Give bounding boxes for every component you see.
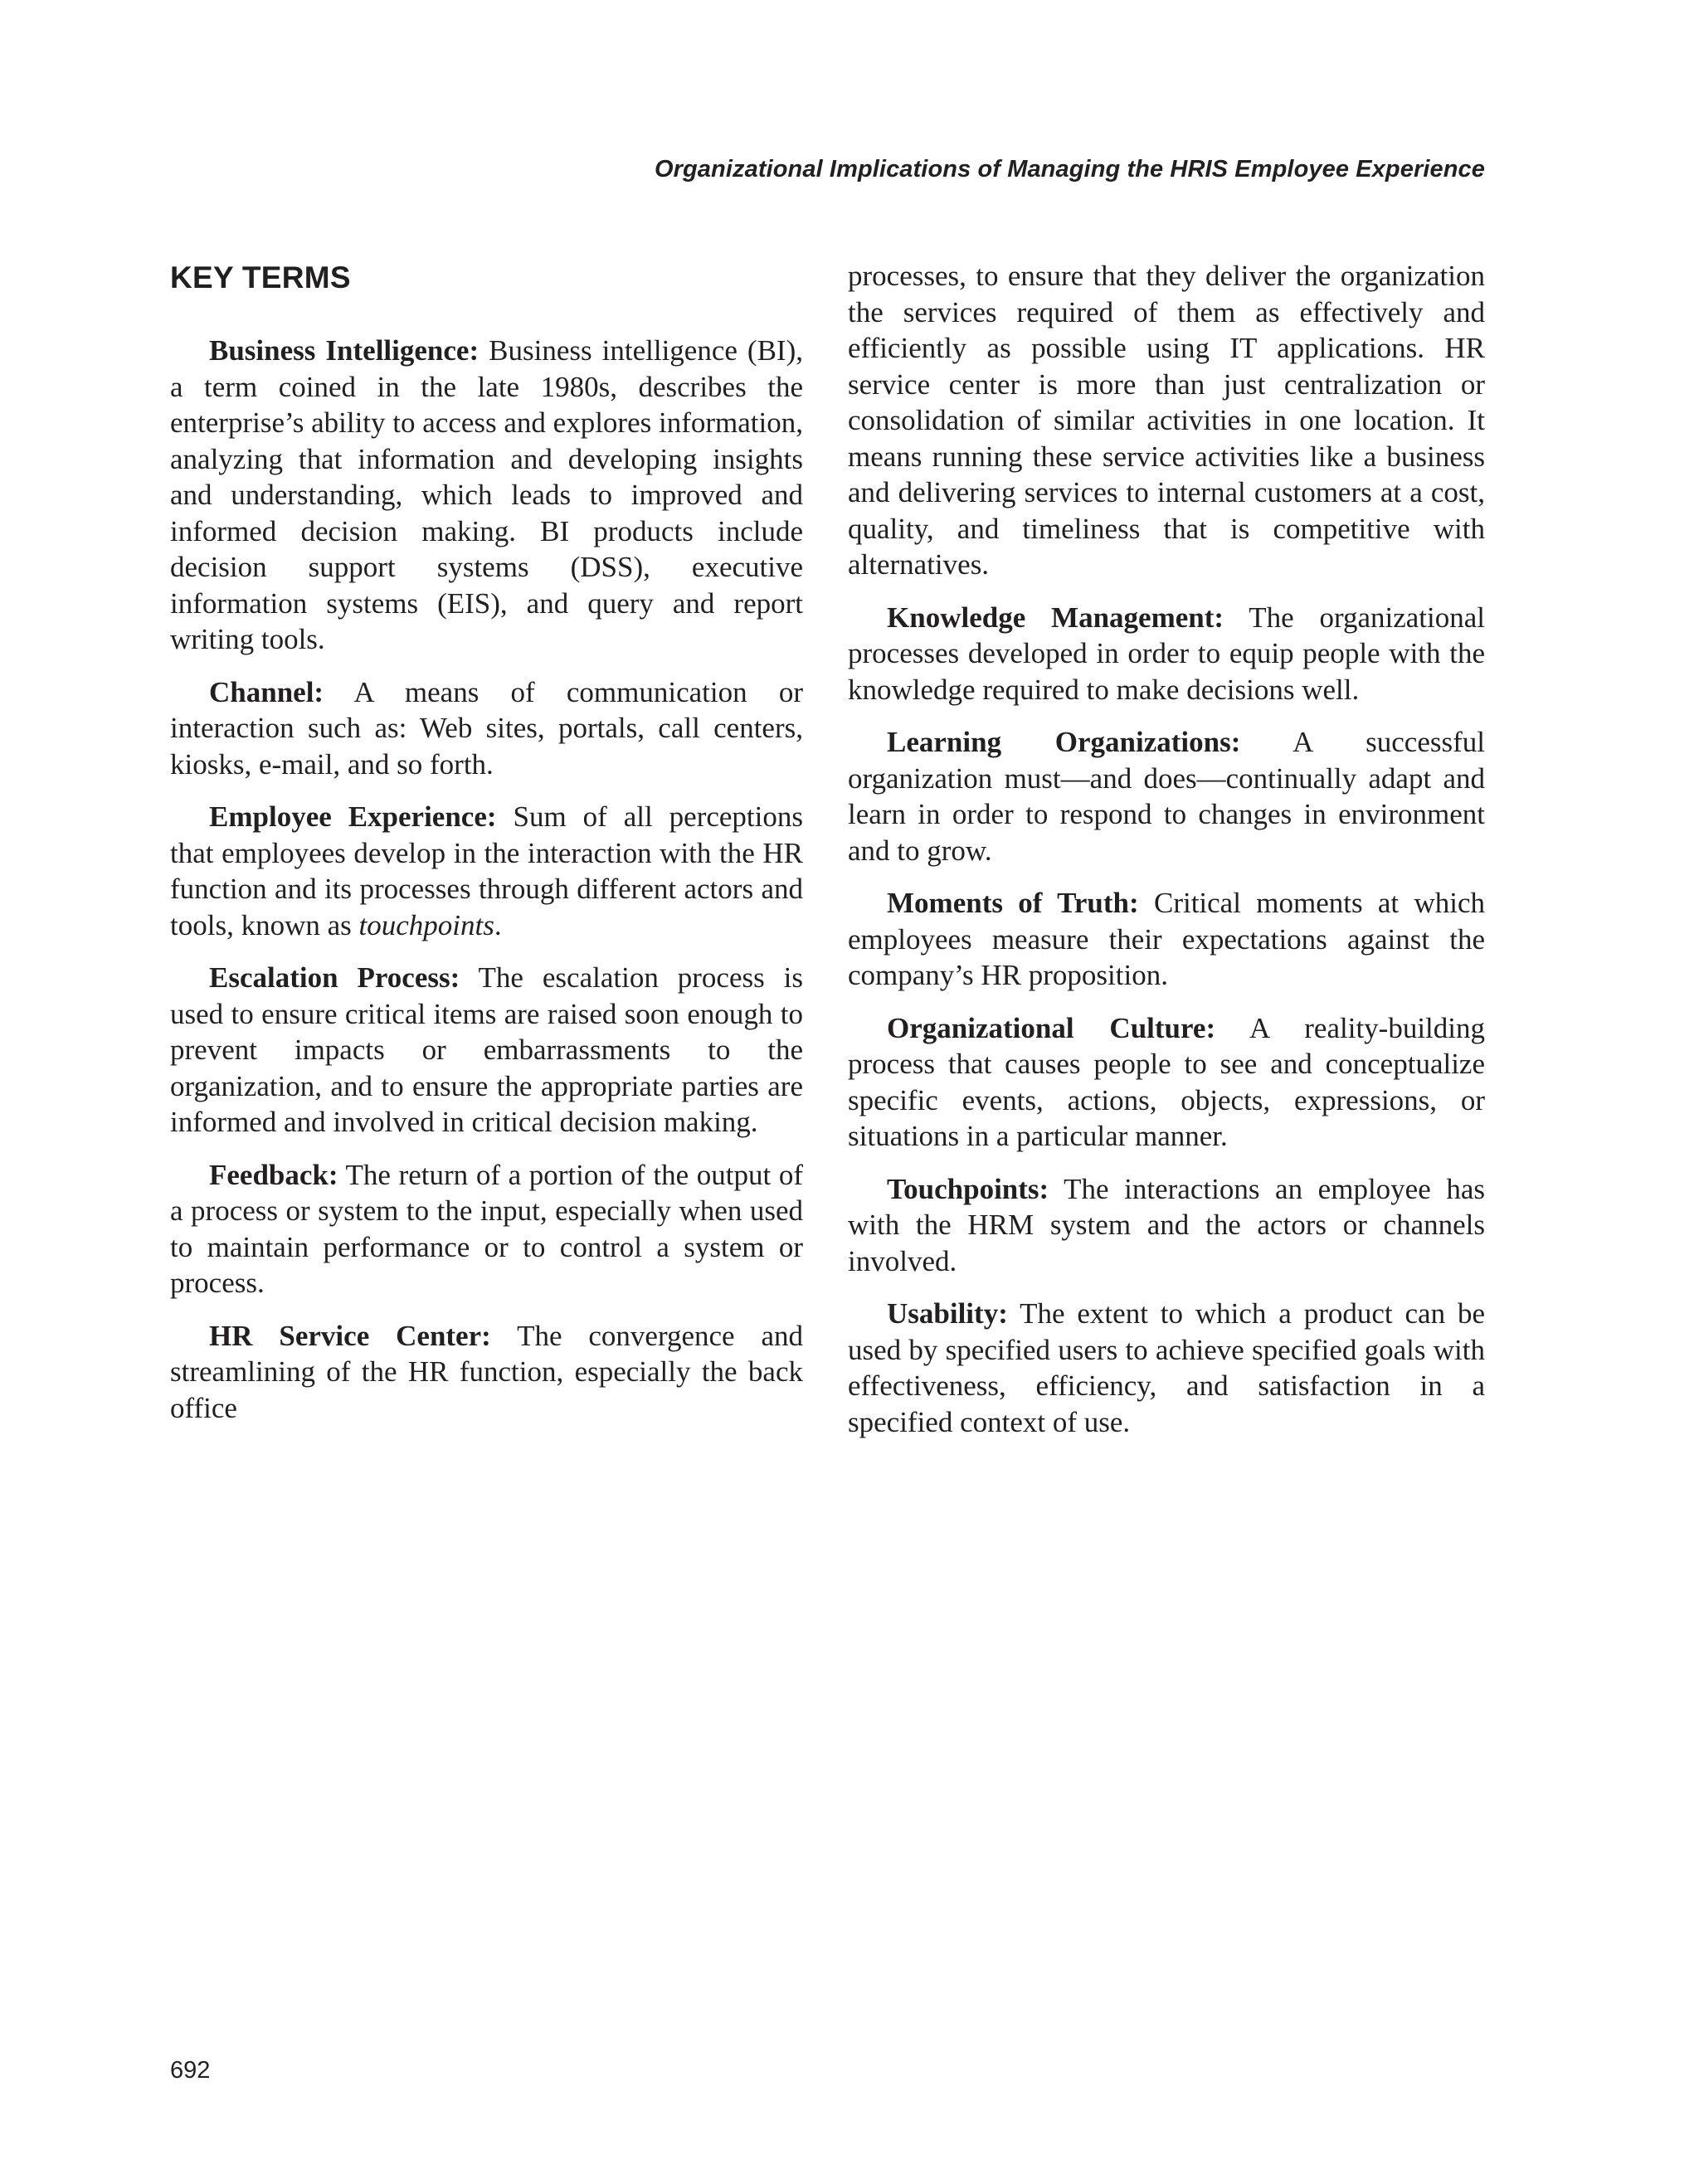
page-number: 692 xyxy=(170,2057,211,2084)
glossary-entry-organizational-culture xyxy=(848,1010,1485,1155)
left-column xyxy=(170,258,803,1442)
glossary-definition: Sum of all perceptions that employees develop in the interaction with the HR function and its processes through different actors and tools, known as xyxy=(170,800,804,941)
glossary-entry-usability xyxy=(848,1296,1485,1440)
glossary-term: Touchpoints: xyxy=(887,1172,1049,1205)
glossary-definition: The interactions an employee has with the HRM system and the actors or channels involved. xyxy=(848,1172,1485,1277)
right-column xyxy=(848,258,1485,1457)
running-header-title: Organizational Implications of Managing the HRIS Employee Experience xyxy=(654,156,1485,182)
glossary-term: Escalation Process: xyxy=(209,961,460,994)
glossary-definition: The organizational processes developed in order to equip people with the knowledge required to make decisions well. xyxy=(848,601,1486,706)
glossary-entry-employee-experience xyxy=(170,799,803,943)
glossary-entry-escalation-process xyxy=(170,960,803,1141)
glossary-definition: The escalation process is used to ensure critical items are raised soon enough to prevent impacts or embarrassments to the organization, and to ensure the appropriate parties are informed and involved in critical decision making. xyxy=(170,961,803,1138)
glossary-definition: Business intelligence (BI), a term coined in the late 1980s, describes the enterprise’s ability to access and explores information, analyzing that information and developing insights and understanding, which leads to improved and informed decision making. BI products include decision support systems (DSS), executive information systems (EIS), and query and report writing tools. xyxy=(170,334,803,655)
glossary-entry-moments-of-truth xyxy=(848,885,1485,994)
glossary-term: Knowledge Management: xyxy=(887,601,1224,634)
glossary-term: Channel: xyxy=(209,675,324,708)
glossary-definition: Critical moments at which employees measure their expectations against the company’s HR proposition. xyxy=(848,887,1486,991)
glossary-entry-learning-organizations xyxy=(848,724,1485,868)
glossary-entry-business-intelligence xyxy=(170,333,803,658)
glossary-definition: A reality-building process that causes people to see and conceptualize specific events, actions, objects, expressions, or situations in a particular manner. xyxy=(848,1011,1485,1152)
glossary-entry-touchpoints xyxy=(848,1171,1485,1280)
glossary-term: Employee Experience: xyxy=(209,800,497,833)
glossary-term: Feedback: xyxy=(209,1158,338,1191)
glossary-definition: A means of communication or interaction such as: Web sites, portals, call centers, kiosks, e-mail, and so forth. xyxy=(170,675,803,781)
glossary-term: Learning Organizations: xyxy=(887,726,1241,758)
glossary-entry-knowledge-management xyxy=(848,600,1485,708)
glossary-term: Business Intelligence: xyxy=(209,334,480,367)
glossary-term: Organizational Culture: xyxy=(887,1011,1216,1044)
glossary-entry-hr-service-center xyxy=(170,1318,803,1427)
glossary-definition: The return of a portion of the output of a process or system to the input, especially when used to maintain performance or to control a system or process. xyxy=(170,1158,803,1299)
glossary-definition: The convergence and streamlining of the HR function, especially the back office xyxy=(170,1319,804,1424)
glossary-definition-italic: touchpoints xyxy=(358,908,494,941)
glossary-entry-channel xyxy=(170,674,803,783)
glossary-entry-feedback xyxy=(170,1157,803,1301)
glossary-term: Usability: xyxy=(887,1297,1008,1330)
section-heading: KEY TERMS xyxy=(170,260,351,294)
glossary-definition-end: . xyxy=(494,908,502,941)
glossary-term: HR Service Center: xyxy=(209,1319,491,1352)
glossary-definition: The extent to which a product can be used by specified users to achieve specified goals with effectiveness, efficiency, and satisfaction in a specified context of use. xyxy=(848,1297,1485,1438)
glossary-entry-continuation: processes, to ensure that they deliver the organization the services required of them as effectively and efficiently as possible using IT applications. HR service center is more than just centralization or consolidation of similar activities in one location. It means running these service activities like a business and delivering services to internal customers at a cost, quality, and timeliness that is competitive with alternatives. xyxy=(848,260,1485,581)
glossary-definition: A successful organization must—and does—continually adapt and learn in order to respond to changes in environment and to grow. xyxy=(848,726,1485,867)
glossary-term: Moments of Truth: xyxy=(887,887,1139,919)
